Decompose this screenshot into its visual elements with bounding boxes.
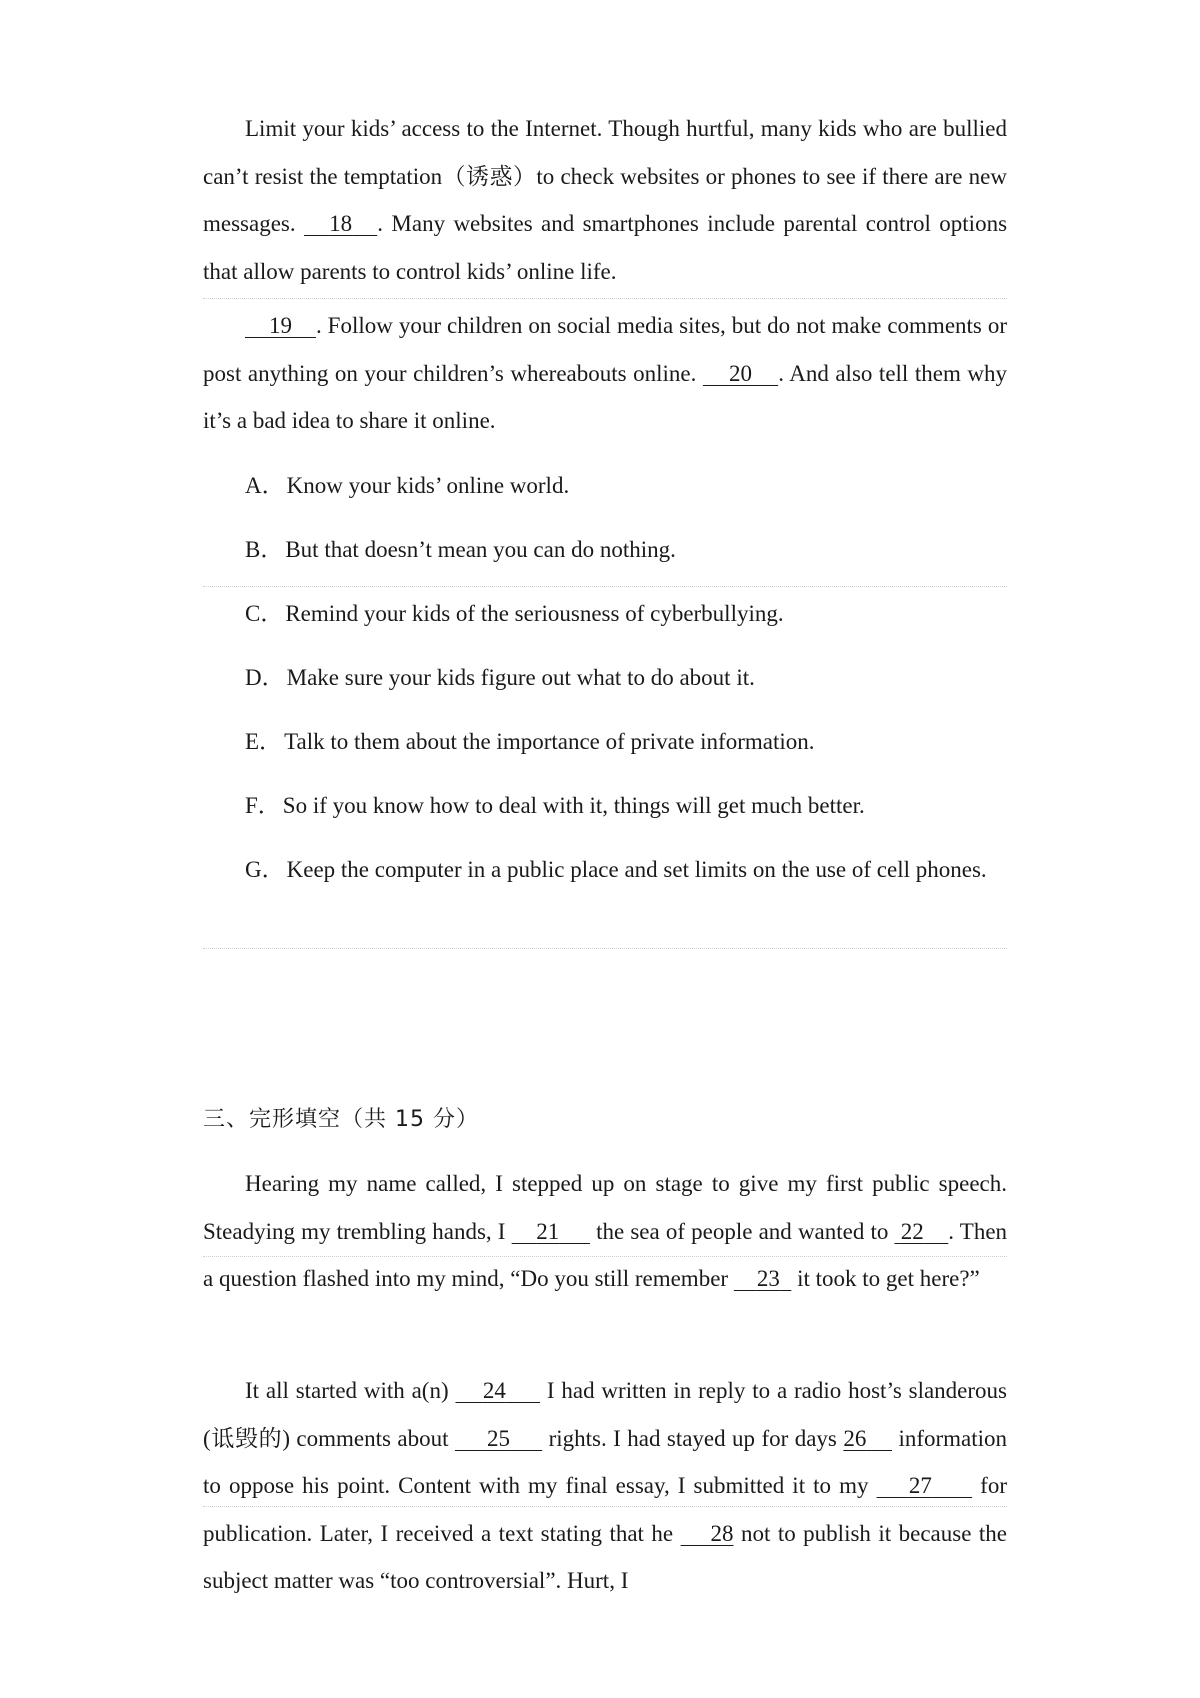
blank-24: 24 bbox=[482, 1378, 506, 1403]
option-c: C．Remind your kids of the seriousness of cyberbullying. bbox=[245, 601, 784, 626]
cloze-paragraph-2: It all started with a(n) 24 I had written in reply to a radio host’s slanderous (诋毁的) comments about 25 rights. I had stayed up for days 26 information to oppose his point. Content with my final essay, I submitted it to my 27 for publication. Later, I received a text stating that he 28 not to publish it because the subject matter was “too controversial”. Hurt, I bbox=[203, 1378, 1008, 1593]
dotted-divider bbox=[203, 1256, 1007, 1257]
option-f: F．So if you know how to deal with it, things will get much better. bbox=[245, 793, 865, 818]
dotted-divider bbox=[203, 298, 1007, 299]
option-g: G．Keep the computer in a public place and set limits on the use of cell phones. bbox=[245, 857, 987, 882]
dotted-divider bbox=[203, 586, 1007, 587]
dotted-divider bbox=[203, 1506, 1007, 1507]
blank-19: 19 bbox=[268, 313, 292, 338]
section-title: 三、完形填空（共 15 分） bbox=[203, 1107, 479, 1132]
reading-p1-text-2: . Many websites and smartphones include parental control options that allow parents to control kids’ online life. bbox=[203, 211, 1008, 284]
blank-25: 25 bbox=[487, 1425, 511, 1451]
blank-28: 28 bbox=[710, 1520, 734, 1546]
reading-p1-text-1: Limit your kids’ access to the Internet. Though hurtful, many kids who are bullied can’t resist the temptation（诱惑）to check websites or phones to see if there are new messages. bbox=[203, 116, 1007, 236]
reading-p2-text-2: . And also tell them why it’s a bad idea to share it online. bbox=[203, 360, 1007, 433]
blank-18: 18 bbox=[329, 211, 353, 236]
option-a: A．Know your kids’ online world. bbox=[245, 473, 570, 498]
blank-22: 22 bbox=[900, 1218, 924, 1244]
option-e: E．Talk to them about the importance of private information. bbox=[245, 729, 815, 754]
blank-23: 23 bbox=[756, 1266, 780, 1291]
blank-20: 20 bbox=[729, 360, 753, 386]
blank-21: 21 bbox=[536, 1218, 560, 1244]
reading-paragraph-1 bbox=[203, 105, 1007, 295]
reading-paragraph-2 bbox=[203, 302, 1007, 445]
blank-27: 27 bbox=[908, 1473, 932, 1498]
cloze-paragraph-1: Hearing my name called, I stepped up on stage to give my first public speech. Steadying my trembling hands, I 21 the sea of people and wanted to 22 . Then a question flashed into my mind, “Do you still remember 23 it took to get here?” bbox=[203, 1171, 1008, 1291]
reading-p2-text-1: . Follow your children on social media sites, but do not make comments or post anything on your children’s whereabouts online. bbox=[203, 313, 1008, 386]
dotted-divider bbox=[203, 948, 1007, 949]
option-b: B．But that doesn’t mean you can do nothing. bbox=[245, 537, 676, 562]
blank-26: 26 bbox=[843, 1425, 867, 1451]
option-d: D．Make sure your kids figure out what to do about it. bbox=[245, 665, 755, 690]
